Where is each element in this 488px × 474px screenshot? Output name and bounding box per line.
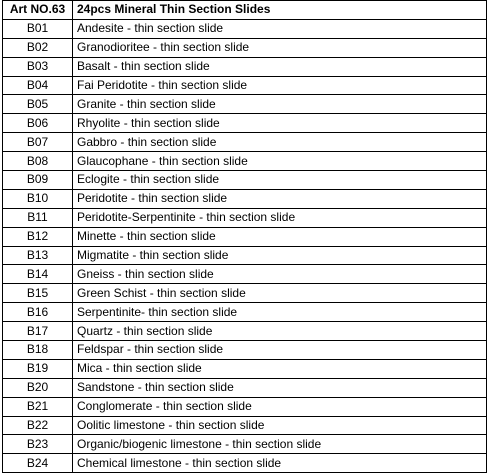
slide-code: B13 [3, 246, 73, 265]
table-row [3, 341, 487, 360]
slide-code: B19 [3, 359, 73, 378]
slide-code: B04 [3, 76, 73, 95]
slide-description: Chemical limestone - thin section slide [73, 454, 487, 473]
slide-code: B09 [3, 171, 73, 190]
slide-code: B05 [3, 95, 73, 114]
slide-description: Oolitic limestone - thin section slide [73, 416, 487, 435]
slide-code: B01 [3, 19, 73, 38]
table-row [3, 322, 487, 341]
table-row [3, 435, 487, 454]
slide-code: B18 [3, 341, 73, 360]
table-body [3, 19, 487, 472]
slide-description: Green Schist - thin section slide [73, 284, 487, 303]
header-title: 24pcs Mineral Thin Section Slides [73, 1, 487, 20]
slide-description: Conglomerate - thin section slide [73, 397, 487, 416]
table-row [3, 454, 487, 473]
table-row [3, 359, 487, 378]
table-row [3, 265, 487, 284]
thin-section-slides-table [2, 0, 487, 473]
table-row [3, 19, 487, 38]
slide-code: B15 [3, 284, 73, 303]
table-row [3, 171, 487, 190]
slide-code: B16 [3, 303, 73, 322]
table-row [3, 246, 487, 265]
table-header-row [3, 1, 487, 20]
slide-description: Gabbro - thin section slide [73, 133, 487, 152]
slide-description: Feldspar - thin section slide [73, 341, 487, 360]
table-row [3, 378, 487, 397]
table-row [3, 397, 487, 416]
slide-description: Minette - thin section slide [73, 227, 487, 246]
table-row [3, 227, 487, 246]
slide-description: Gneiss - thin section slide [73, 265, 487, 284]
header-art-number: Art NO.63 [3, 1, 73, 20]
slide-code: B23 [3, 435, 73, 454]
table-row [3, 38, 487, 57]
table-row [3, 208, 487, 227]
slide-code: B20 [3, 378, 73, 397]
slide-description: Peridotite-Serpentinite - thin section slide [73, 208, 487, 227]
table-row [3, 416, 487, 435]
table-row [3, 303, 487, 322]
slide-code: B22 [3, 416, 73, 435]
slide-description: Serpentinite- thin section slide [73, 303, 487, 322]
slide-description: Rhyolite - thin section slide [73, 114, 487, 133]
slide-description: Quartz - thin section slide [73, 322, 487, 341]
slide-code: B02 [3, 38, 73, 57]
slide-description: Basalt - thin section slide [73, 57, 487, 76]
table-row [3, 152, 487, 171]
table-row [3, 57, 487, 76]
slide-description: Granite - thin section slide [73, 95, 487, 114]
slide-code: B14 [3, 265, 73, 284]
slide-code: B17 [3, 322, 73, 341]
slide-description: Sandstone - thin section slide [73, 378, 487, 397]
table-row [3, 284, 487, 303]
table-row [3, 95, 487, 114]
slide-description: Glaucophane - thin section slide [73, 152, 487, 171]
slide-description: Fai Peridotite - thin section slide [73, 76, 487, 95]
slide-code: B06 [3, 114, 73, 133]
slide-description: Organic/biogenic limestone - thin section slide [73, 435, 487, 454]
slide-code: B24 [3, 454, 73, 473]
slide-description: Eclogite - thin section slide [73, 171, 487, 190]
slide-code: B21 [3, 397, 73, 416]
slide-code: B10 [3, 189, 73, 208]
slide-description: Migmatite - thin section slide [73, 246, 487, 265]
table-row [3, 114, 487, 133]
slide-description: Peridotite - thin section slide [73, 189, 487, 208]
table-row [3, 76, 487, 95]
slide-code: B08 [3, 152, 73, 171]
slide-code: B12 [3, 227, 73, 246]
slide-code: B07 [3, 133, 73, 152]
slide-description: Granodioritee - thin section slide [73, 38, 487, 57]
slide-description: Mica - thin section slide [73, 359, 487, 378]
slide-code: B11 [3, 208, 73, 227]
table-row [3, 189, 487, 208]
slide-code: B03 [3, 57, 73, 76]
table-row [3, 133, 487, 152]
slide-description: Andesite - thin section slide [73, 19, 487, 38]
